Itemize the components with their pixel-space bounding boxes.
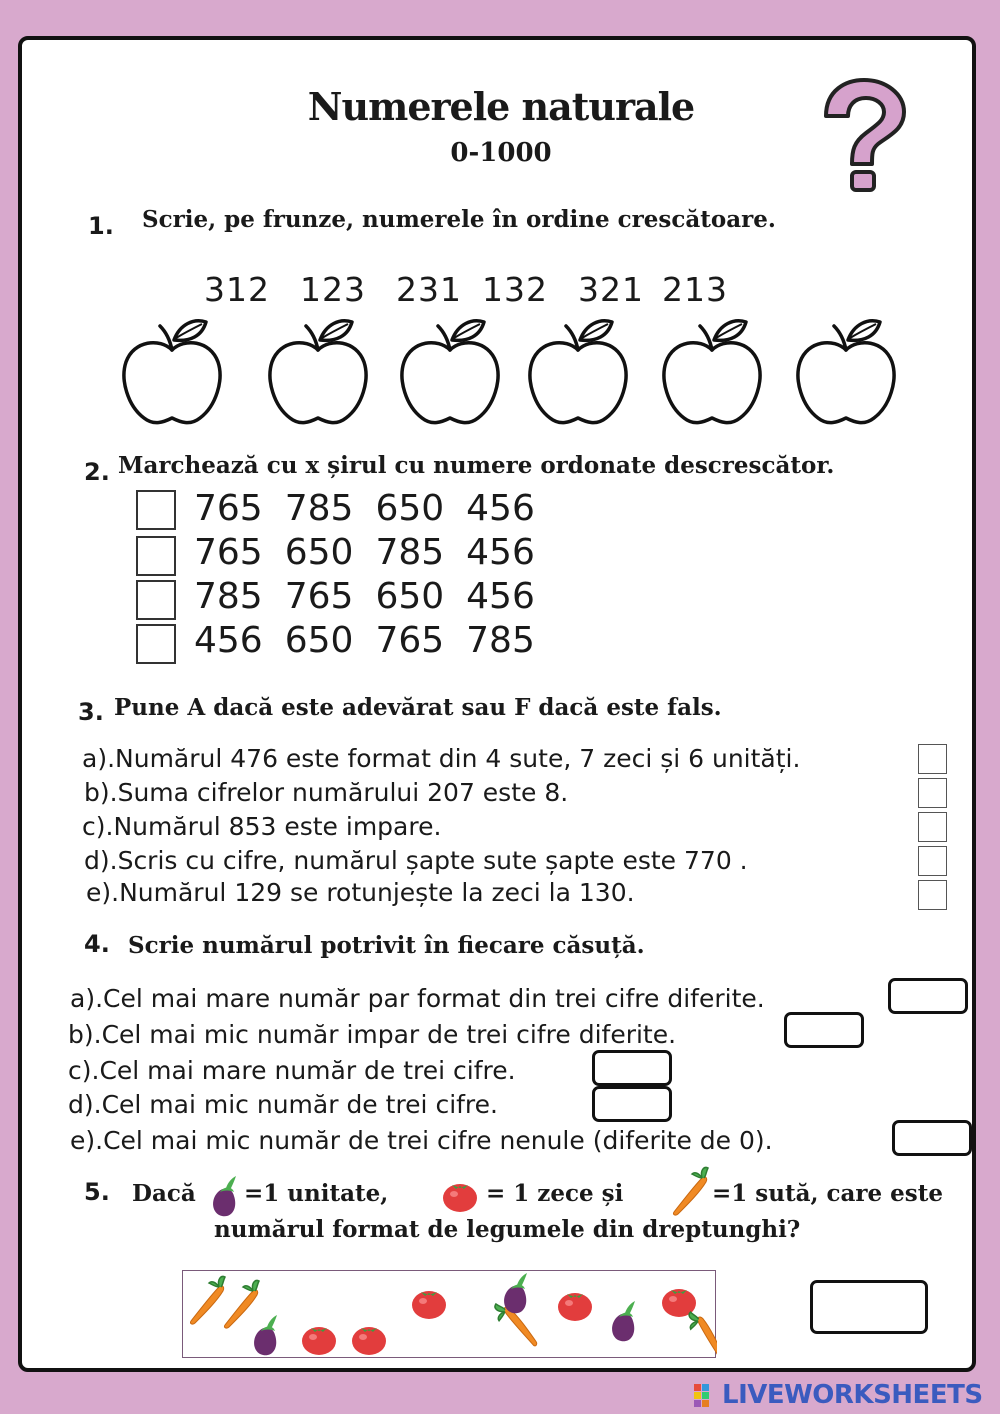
q2-checkbox-1[interactable] xyxy=(136,490,176,530)
apple-icon xyxy=(266,316,370,428)
q1-instruction: Scrie, pe frunze, numerele în ordine crescătoare. xyxy=(142,206,776,233)
q2-sequence-2 xyxy=(194,532,557,573)
q4-instruction: Scrie numărul potrivit în fiecare căsuță. xyxy=(128,932,645,959)
seq-number: 650 xyxy=(375,488,445,529)
eggplant-icon xyxy=(504,1273,527,1313)
apple-icon xyxy=(526,316,630,428)
q3-instruction: Pune A dacă este adevărat sau F dacă este fals. xyxy=(114,694,722,721)
seq-number: 765 xyxy=(375,620,445,661)
q4-answer-box-a[interactable] xyxy=(888,978,968,1014)
liveworksheets-logo-icon xyxy=(694,1384,718,1408)
q4-item-c: c).Cel mai mare număr de trei cifre. xyxy=(68,1056,516,1085)
carrot-icon xyxy=(678,1312,717,1359)
q2-checkbox-2[interactable] xyxy=(136,536,176,576)
q3-statement-d: d).Scris cu cifre, numărul șapte sute șapte este 770 . xyxy=(84,846,748,875)
q3-answer-box-e[interactable] xyxy=(918,880,947,910)
q4-item-a: a).Cel mai mare număr par format din trei cifre diferite. xyxy=(70,984,765,1013)
q2-sequence-1 xyxy=(194,488,557,529)
tomato-icon xyxy=(302,1327,336,1355)
q2-sequence-3 xyxy=(194,576,557,617)
q3-answer-box-a[interactable] xyxy=(918,744,947,774)
q4-answer-box-d[interactable] xyxy=(592,1086,672,1122)
q1-number-item: 132 xyxy=(482,270,548,309)
q4-item-e: e).Cel mai mic număr de trei cifre nenule (diferite de 0). xyxy=(70,1126,773,1155)
q5-text-part2: =1 unitate, xyxy=(244,1180,389,1207)
seq-number: 785 xyxy=(284,488,354,529)
page-title: Numerele naturale xyxy=(307,84,695,129)
seq-number: 650 xyxy=(284,620,354,661)
carrot-icon xyxy=(190,1276,225,1324)
q5-text-part3: = 1 zece și xyxy=(486,1180,624,1207)
q4-answer-box-e[interactable] xyxy=(892,1120,972,1156)
eggplant-icon xyxy=(208,1174,242,1218)
seq-number: 650 xyxy=(375,576,445,617)
q2-sequence-4 xyxy=(194,620,557,661)
worksheet-page xyxy=(18,36,976,1372)
q5-answer-box[interactable] xyxy=(810,1280,928,1334)
q3-statement-c: c).Numărul 853 este impare. xyxy=(82,812,442,841)
q3-answer-box-d[interactable] xyxy=(918,846,947,876)
seq-number: 456 xyxy=(466,488,535,529)
eggplant-icon xyxy=(254,1315,277,1355)
q4-answer-box-c[interactable] xyxy=(592,1050,672,1086)
seq-number: 765 xyxy=(194,532,263,573)
q3-statement-b: b).Suma cifrelor numărului 207 este 8. xyxy=(84,778,569,807)
page-subtitle: 0-1000 xyxy=(450,138,552,168)
q1-number: 1. xyxy=(88,212,114,240)
q4-item-b: b).Cel mai mic număr impar de trei cifre diferite. xyxy=(68,1020,677,1049)
q1-number-item: 123 xyxy=(300,270,366,309)
seq-number: 456 xyxy=(194,620,263,661)
eggplant-icon xyxy=(612,1301,635,1341)
tomato-icon xyxy=(352,1327,386,1355)
q5-text-line2: numărul format de legumele din dreptunghi? xyxy=(214,1216,801,1243)
q2-number: 2. xyxy=(84,458,110,486)
q3-number: 3. xyxy=(78,698,104,726)
q3-answer-box-c[interactable] xyxy=(918,812,947,842)
q2-checkbox-4[interactable] xyxy=(136,624,176,664)
footer-brand xyxy=(694,1380,994,1410)
q3-answer-box-b[interactable] xyxy=(918,778,947,808)
q2-instruction: Marchează cu x șirul cu numere ordonate descrescător. xyxy=(118,452,835,479)
q1-number-item: 312 xyxy=(204,270,270,309)
tomato-icon xyxy=(558,1293,592,1321)
q5-number: 5. xyxy=(84,1178,110,1206)
apple-icon xyxy=(660,316,764,428)
seq-number: 650 xyxy=(284,532,354,573)
q4-answer-box-b[interactable] xyxy=(784,1012,864,1048)
seq-number: 456 xyxy=(466,576,535,617)
apple-icon xyxy=(794,316,898,428)
tomato-icon xyxy=(440,1176,480,1214)
vegetable-rectangle xyxy=(182,1270,716,1358)
seq-number: 785 xyxy=(194,576,263,617)
apple-icon xyxy=(120,316,224,428)
q5-text-part4: =1 sută, care este xyxy=(712,1180,943,1207)
question-mark-icon xyxy=(818,76,908,194)
seq-number: 785 xyxy=(375,532,445,573)
seq-number: 785 xyxy=(466,620,535,661)
q3-statement-e: e).Numărul 129 se rotunjește la zeci la 130. xyxy=(86,878,635,907)
footer-brand-text: LIVEWORKSHEETS xyxy=(722,1380,983,1410)
apple-icon xyxy=(398,316,502,428)
seq-number: 765 xyxy=(284,576,354,617)
carrot-icon xyxy=(224,1280,259,1328)
q5-text-part1: Dacă xyxy=(132,1180,196,1207)
q1-number-item: 213 xyxy=(662,270,728,309)
q2-checkbox-3[interactable] xyxy=(136,580,176,620)
seq-number: 765 xyxy=(194,488,263,529)
carrot-icon xyxy=(668,1166,710,1216)
seq-number: 456 xyxy=(466,532,535,573)
q1-number-item: 231 xyxy=(396,270,462,309)
q1-number-item: 321 xyxy=(578,270,644,309)
q4-number: 4. xyxy=(84,930,110,958)
q4-item-d: d).Cel mai mic număr de trei cifre. xyxy=(68,1090,498,1119)
tomato-icon xyxy=(412,1291,446,1319)
q3-statement-a: a).Numărul 476 este format din 4 sute, 7 zeci și 6 unități. xyxy=(82,744,801,773)
